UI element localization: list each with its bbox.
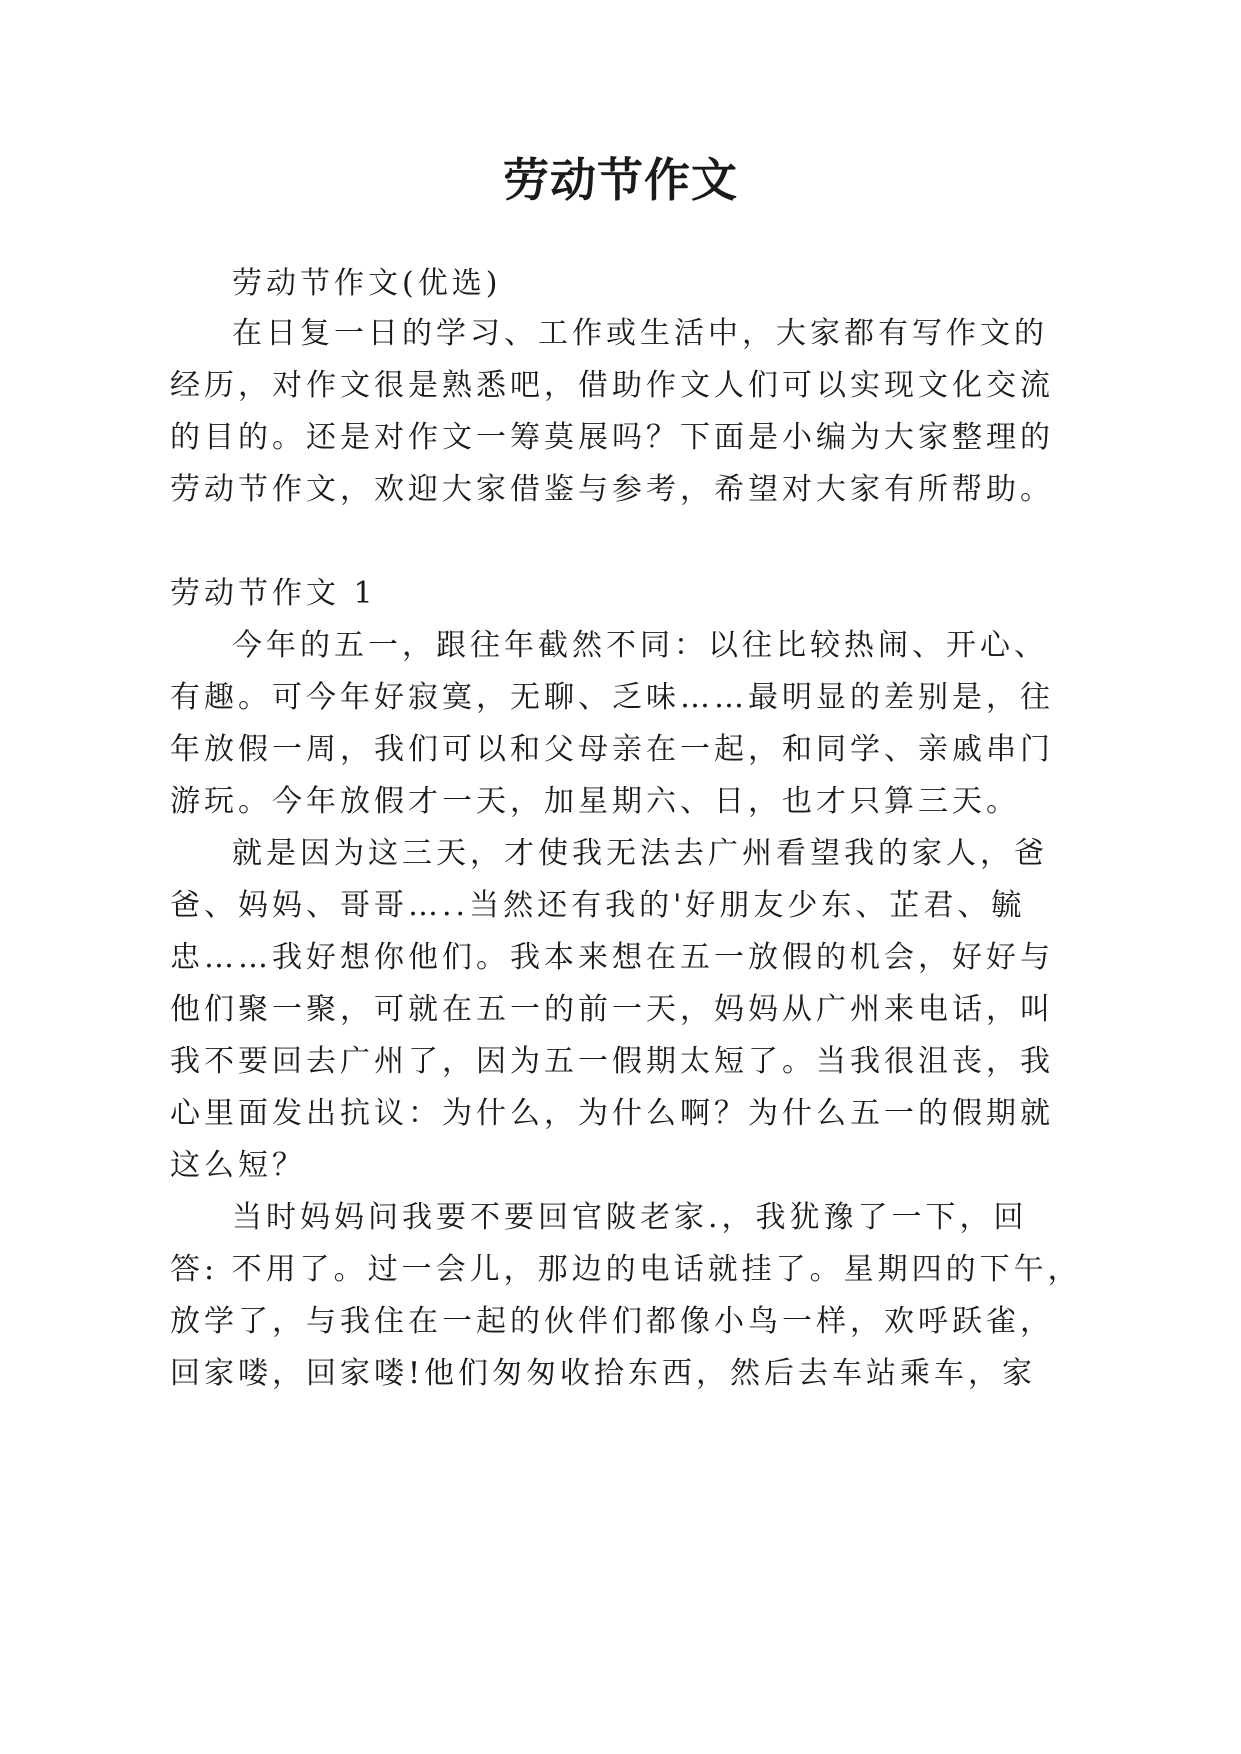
text-line: 劳动节作文，欢迎大家借鉴与参考，希望对大家有所帮助。 (170, 472, 1054, 507)
text-line: 忠……我好想你他们。我本来想在五一放假的机会，好好与 (170, 940, 1054, 975)
text-line: 当时妈妈问我要不要回官陂老家.，我犹豫了一下，回 (232, 1200, 1028, 1235)
text-line: 他们聚一聚，可就在五一的前一天，妈妈从广州来电话，叫 (170, 992, 1054, 1027)
text-line: 就是因为这三天，才使我无法去广州看望我的家人，爸 (232, 836, 1048, 871)
subtitle-line: 劳动节作文(优选) (232, 266, 502, 301)
text-line: 今年的五一，跟往年截然不同：以往比较热闹、开心、 (232, 628, 1048, 663)
text-line: 我不要回去广州了，因为五一假期太短了。当我很沮丧，我 (170, 1044, 1054, 1079)
text-line: 的目的。还是对作文一筹莫展吗？下面是小编为大家整理的 (170, 420, 1054, 455)
text-line: 年放假一周，我们可以和父母亲在一起，和同学、亲戚串门 (170, 732, 1054, 767)
text-line: 经历，对作文很是熟悉吧，借助作文人们可以实现文化交流 (170, 368, 1054, 403)
section-heading: 劳动节作文 1 (170, 576, 377, 611)
text-line: 爸、妈妈、哥哥…..当然还有我的'好朋友少东、芷君、毓 (170, 888, 1026, 923)
text-line: 游玩。今年放假才一天，加星期六、日，也才只算三天。 (170, 784, 1020, 819)
text-line: 放学了，与我住在一起的伙伴们都像小鸟一样，欢呼跃雀， (170, 1304, 1054, 1339)
text-line: 答: 不用了。过一会儿，那边的电话就挂了。星期四的下午， (170, 1252, 1082, 1287)
text-line: 有趣。可今年好寂寞，无聊、乏味……最明显的差别是，往 (170, 680, 1054, 715)
document-title: 劳动节作文 (503, 153, 738, 207)
text-line: 在日复一日的学习、工作或生活中，大家都有写作文的 (232, 316, 1048, 351)
text-line: 心里面发出抗议：为什么，为什么啊？为什么五一的假期就 (170, 1096, 1054, 1131)
text-line: 这么短？ (170, 1148, 306, 1183)
text-line: 回家喽，回家喽!他们匆匆收拾东西，然后去车站乘车，家 (170, 1356, 1037, 1391)
